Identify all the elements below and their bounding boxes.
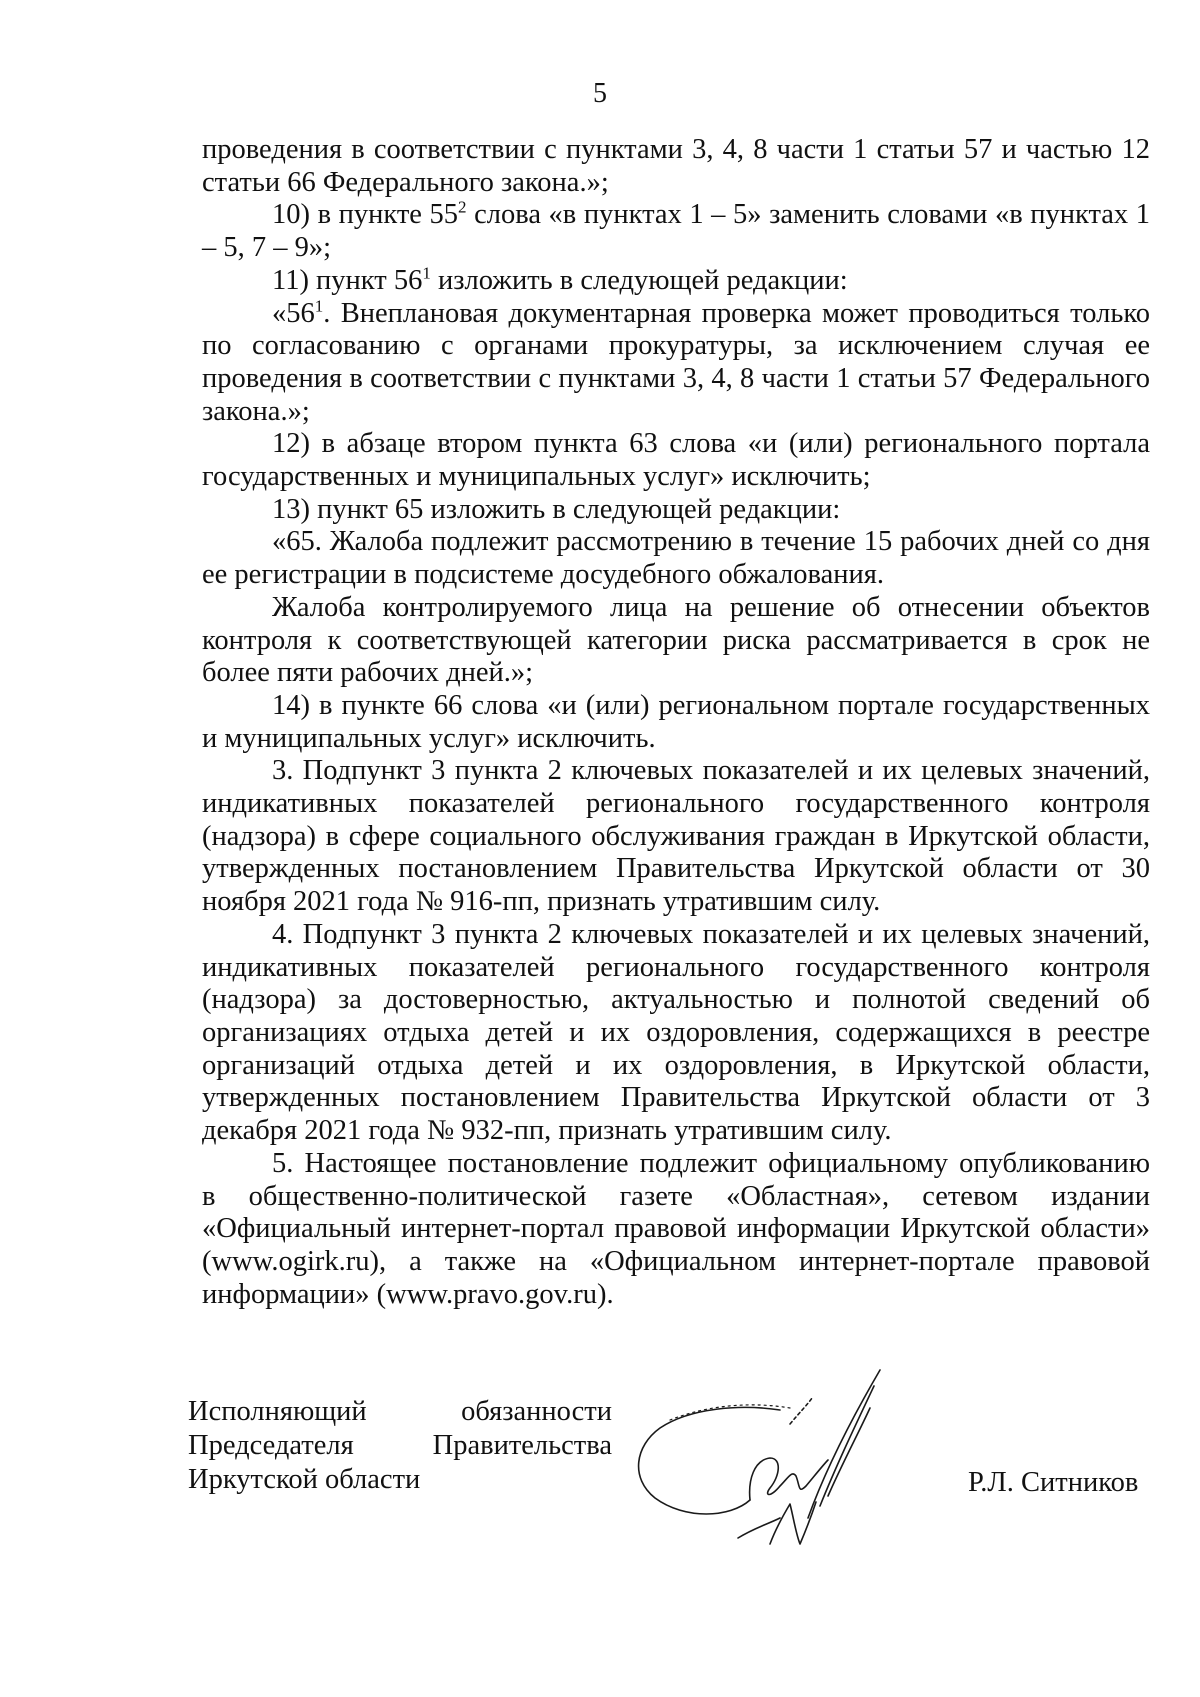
position-line-2: Председателя Правительства: [188, 1430, 612, 1461]
document-body: [202, 134, 1150, 1311]
position-line-1: Исполняющий обязанности: [188, 1396, 612, 1427]
paragraph-4: «$56^1$. Внеплановая документарная проверка может проводиться только по согласованию с органами прокуратуры, за исключением случая ее проведения в соответствии с пунктами 3, 4, 8 части 1 статьи 57 Федерального закона.»;: [202, 296, 1150, 427]
handwritten-signature: [630, 1368, 950, 1568]
paragraph-1: проведения в соответствии с пунктами 3, 4, 8 части 1 статьи 57 и частью 12 статьи 66 Федерального закона.»;: [202, 134, 1150, 198]
paragraph-10: 3. Подпункт 3 пункта 2 ключевых показателей и их целевых значений, индикативных показателей регионального государственного контроля (надзора) в сфере социального обслуживания граждан в Иркутской области, утвержденных постановлением Правительства Иркутской области от 30 ноября 2021 года № 916-пп, признать утратившим силу.: [202, 755, 1150, 918]
paragraph-2: 10) в пункте $55^2$ слова «в пунктах 1 – 5» заменить словами «в пунктах 1 – 5, 7 – 9»;: [202, 197, 1150, 264]
paragraph-3: 11) пункт $56^1$ изложить в следующей редакции:: [272, 263, 848, 296]
paragraph-12: 5. Настоящее постановление подлежит официальному опубликованию в общественно-политической газете «Областная», сетевом издании «Официальный интернет-портал правовой информации Иркутской области» (www.ogirk.ru), а также на «Официальном интернет-портале правовой информации» (www.pravo.gov.ru).: [202, 1147, 1150, 1310]
position-line-3: Иркутской области: [188, 1464, 421, 1495]
paragraph-9: 14) в пункте 66 слова «и (или) региональном портале государственных и муниципальных услуг» исключить.: [202, 689, 1150, 754]
signer-name: Р.Л. Ситников: [968, 1467, 1139, 1498]
paragraph-8: Жалоба контролируемого лица на решение об отнесении объектов контроля к соответствующей категории риска рассматривается в срок не более пяти рабочих дней.»;: [202, 591, 1150, 689]
paragraph-6: 13) пункт 65 изложить в следующей редакции:: [272, 493, 841, 525]
paragraph-11: 4. Подпункт 3 пункта 2 ключевых показателей и их целевых значений, индикативных показателей регионального государственного контроля (надзора) за достоверностью, актуальностью и полнотой сведений об организациях отдыха детей и их оздоровления, содержащихся в реестре организаций отдыха детей и их оздоровления, в Иркутской области, утвержденных постановлением Правительства Иркутской области от 3 декабря 2021 года № 932-пп, признать утратившим силу.: [202, 918, 1150, 1147]
signatory-position: [188, 1395, 612, 1497]
page-number: 5: [593, 78, 607, 109]
paragraph-7: «65. Жалоба подлежит рассмотрению в течение 15 рабочих дней со дня ее регистрации в подсистеме досудебного обжалования.: [202, 526, 1150, 591]
paragraph-5: 12) в абзаце втором пункта 63 слова «и (или) регионального портала государственных и муниципальных услуг» исключить;: [202, 428, 1150, 493]
